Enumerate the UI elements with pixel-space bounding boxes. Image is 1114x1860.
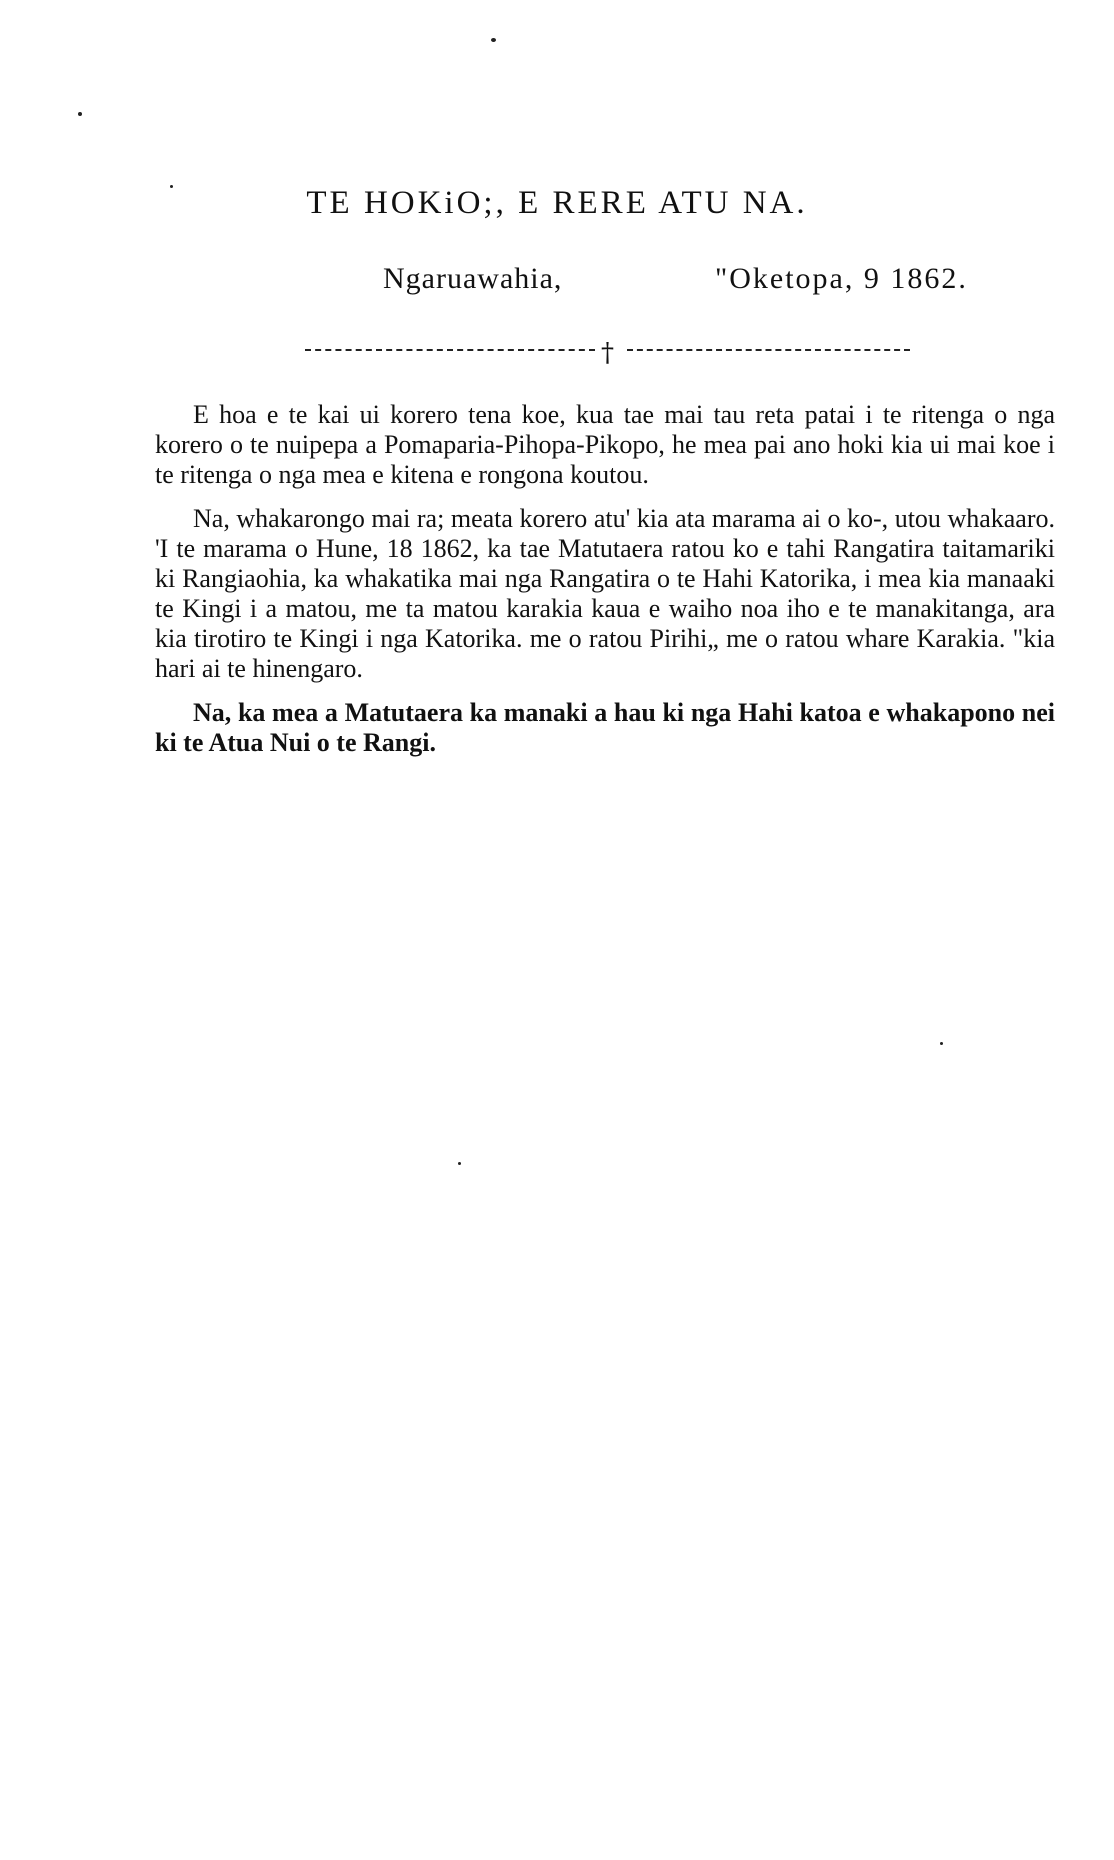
paragraph: Na, whakarongo mai ra; meata korero atu' kia ata marama ai o ko-, utou whakaaro. 'I te marama o Hune, 18 1862, ka tae Matutaera ratou ko e tahi Rangatira taitamariki ki Rangiaohia, ka whakatika mai nga Rangatira o te Hahi Katorika, i mea kia manaaki te Kingi i a matou, me ta matou karakia kaua e waiho noa iho e te manakitanga, ara kia tirotiro te Kingi i nga Katorika. me o ratou Pirihi„ me o ratou whare Karakia. "kia hari ai te hinengaro. (155, 504, 1055, 683)
print-speck (458, 1162, 461, 1165)
masthead-title: TE HOKiO;, E RERE ATU NA. (306, 185, 808, 221)
print-speck (940, 1042, 943, 1045)
letter-body (155, 400, 1055, 772)
divider-line-left (305, 349, 595, 351)
cross-icon: † (601, 338, 614, 368)
dateline-date: "Oketopa, 9 1862. (715, 262, 968, 295)
print-speck (78, 112, 82, 116)
divider-line-right (627, 349, 910, 351)
print-speck (491, 38, 496, 42)
paragraph: Na, ka mea a Matutaera ka manaki a hau ki nga Hahi katoa e whakapono nei ki te Atua Nui o te Rangi. (155, 698, 1055, 757)
paragraph: E hoa e te kai ui korero tena koe, kua tae mai tau reta patai i te ritenga o nga korero o te nuipepa a Pomaparia-Pihopa-Pikopo, he mea pai ano hoki kia ui mai koe i te ritenga o nga mea e kitena e rongona koutou. (155, 400, 1055, 489)
dateline-place: Ngaruawahia, (383, 262, 563, 295)
ornamental-divider (305, 340, 910, 370)
